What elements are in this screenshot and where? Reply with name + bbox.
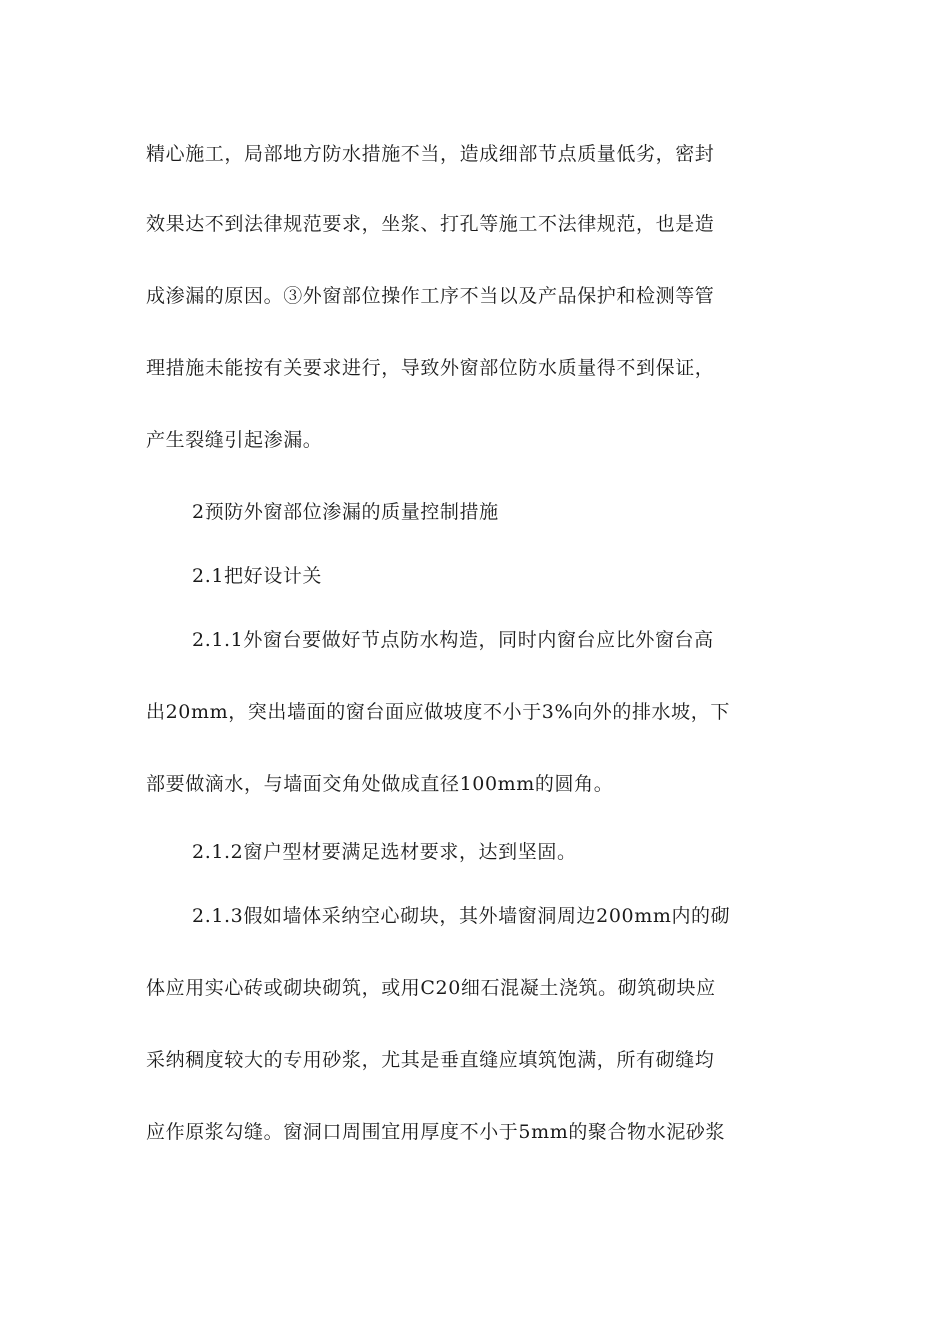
body-text-line: 体应用实心砖或砌块砌筑，或用C20细石混凝土浇筑。砌筑砌块应 (146, 977, 716, 999)
body-text-line: 2.1.2窗户型材要满足选材要求，达到坚固。 (192, 841, 577, 863)
subsection-heading: 2.1把好设计关 (192, 565, 323, 587)
section-heading: 2预防外窗部位渗漏的质量控制措施 (192, 501, 499, 523)
body-text-line: 成渗漏的原因。③外窗部位操作工序不当以及产品保护和检测等管 (146, 285, 715, 307)
body-text-line: 部要做滴水，与墙面交角处做成直径100mm的圆角。 (146, 773, 614, 795)
body-text-line: 精心施工，局部地方防水措施不当，造成细部节点质量低劣，密封 (146, 143, 715, 165)
body-text-line: 2.1.1外窗台要做好节点防水构造，同时内窗台应比外窗台高 (192, 629, 714, 651)
body-text-line: 采纳稠度较大的专用砂浆，尤其是垂直缝应填筑饱满，所有砌缝均 (146, 1049, 715, 1071)
body-text-line: 产生裂缝引起渗漏。 (146, 429, 323, 451)
body-text-line: 效果达不到法律规范要求，坐浆、打孔等施工不法律规范，也是造 (146, 213, 715, 235)
body-text-line: 应作原浆勾缝。窗洞口周围宜用厚度不小于5mm的聚合物水泥砂浆 (146, 1121, 726, 1143)
body-text-line: 出20mm，突出墙面的窗台面应做坡度不小于3%向外的排水坡，下 (146, 701, 730, 723)
body-text-line: 理措施未能按有关要求进行，导致外窗部位防水质量得不到保证， (146, 357, 715, 379)
body-text-line: 2.1.3假如墙体采纳空心砌块，其外墙窗洞周边200mm内的砌 (192, 905, 731, 927)
